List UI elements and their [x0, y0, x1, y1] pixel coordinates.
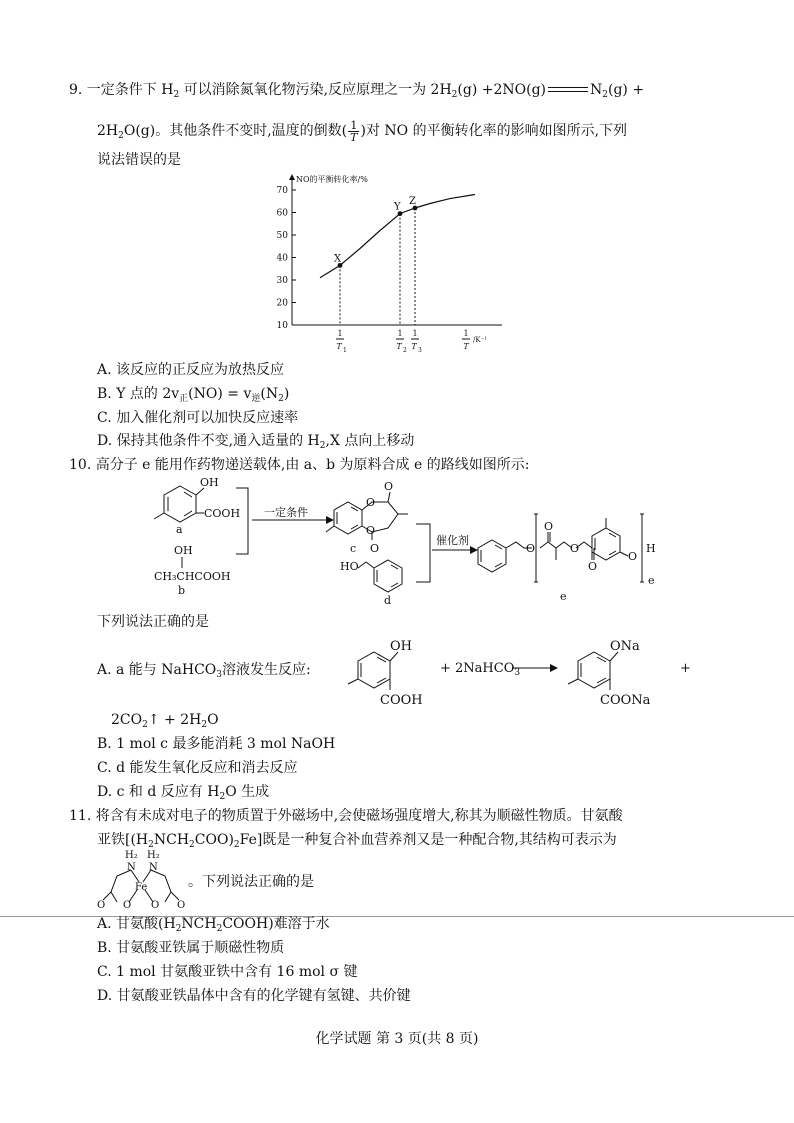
- benzene-ring-d: [374, 560, 402, 592]
- text: O(g)。其他条件不变时,温度的倒数(: [123, 123, 348, 139]
- text: 可以消除氮氧化物污染,反应原理之一为 2H: [179, 82, 452, 98]
- xtick-den-sub: 3: [418, 347, 422, 354]
- page-footer: 化学试题 第 3 页(共 8 页): [315, 1031, 479, 1047]
- q10-opt-a: [97, 660, 311, 685]
- sub: 2: [189, 840, 195, 850]
- q10-opt-d: [97, 782, 269, 807]
- text: O: [207, 712, 219, 728]
- sub: 2: [216, 924, 223, 934]
- e-o4: O: [588, 560, 598, 573]
- text: 亚铁[(H: [97, 832, 149, 848]
- q9-opt-c: C. 加入催化剂可以加快反应速率: [97, 410, 299, 426]
- point-label-Y: Y: [394, 201, 401, 213]
- sub: 2: [201, 720, 208, 730]
- text: N: [590, 82, 603, 98]
- q9-opt-b: [97, 384, 289, 409]
- q11-line3: 。下列说法正确的是: [188, 874, 314, 890]
- label-a: a: [176, 523, 183, 536]
- sub: 2: [173, 90, 180, 100]
- xtick-den: T: [336, 342, 342, 351]
- text: D. 保持其他条件不变,通入适量的 H: [97, 433, 320, 449]
- q9-line1: [69, 80, 644, 105]
- text: B. Y 点的 2v: [97, 386, 180, 402]
- y-tick-label: 70: [276, 186, 288, 196]
- h2-left: H₂: [125, 850, 138, 861]
- b-formula: CH₃CHCOOH: [154, 570, 231, 583]
- e-o2: O: [544, 520, 554, 533]
- fe-center: Fe: [135, 882, 148, 893]
- sub: 2: [175, 924, 182, 934]
- equilibrium-arrow-icon: [548, 86, 588, 94]
- q9-line3: 说法错误的是: [97, 152, 181, 168]
- y-tick-label: 30: [276, 276, 288, 286]
- y-tick-label: 10: [276, 321, 288, 331]
- d-ho-label: HO: [340, 560, 359, 573]
- text: A. a 能与 NaHCO: [97, 662, 217, 678]
- n-right: N: [149, 862, 158, 873]
- o-right: O: [151, 900, 160, 911]
- xtick-num: 1: [397, 329, 403, 338]
- q11-opt-c: C. 1 mol 甘氨酸亚铁中含有 16 mol σ 键: [97, 964, 358, 980]
- sub: 2: [219, 792, 226, 802]
- condition-2: 催化剂: [436, 534, 469, 547]
- sub: 2: [148, 840, 154, 850]
- xtick-den: T: [396, 342, 402, 351]
- q11-line1: 11. 将含有未成对电子的物质置于外磁场中,会使磁场强度增大,称其为顺磁性物质。甘氨酸: [69, 808, 623, 824]
- b-oh-label: OH: [174, 544, 193, 557]
- c-o-bottom: O: [370, 542, 380, 555]
- q10-opt-c: C. d 能发生氧化反应和消去反应: [97, 760, 298, 776]
- o-right-outer: O: [177, 900, 186, 911]
- x-axis-unit: /K⁻¹: [473, 336, 488, 344]
- text: O 生成: [225, 784, 270, 800]
- label-b: b: [178, 584, 186, 597]
- point-label-X: X: [334, 253, 342, 265]
- e-o3: O: [570, 542, 580, 555]
- xtick-den: T: [411, 342, 417, 351]
- sub: 2: [278, 394, 284, 404]
- reactant-oh: OH: [390, 639, 412, 654]
- xtick-num: 1: [337, 329, 343, 338]
- a-oh-label: OH: [200, 476, 219, 489]
- label-e-sub: e: [648, 574, 655, 587]
- q10-line1: 10. 高分子 e 能用作药物递送载体,由 a、b 为原料合成 e 的路线如图所示:: [69, 457, 530, 473]
- synthesis-route-diagram: [140, 474, 700, 610]
- y-tick-label: 50: [276, 231, 288, 241]
- label-e: e: [560, 590, 567, 603]
- den: T: [350, 130, 358, 144]
- text: X 点向上移动: [329, 433, 415, 449]
- text: NCH: [153, 832, 190, 848]
- text: Fe]既是一种复合补血营养剂又是一种配合物,其结构可表示为: [239, 832, 617, 848]
- q11-opt-a: [97, 914, 330, 939]
- label-d: d: [384, 594, 392, 607]
- benzene-ring-c: [334, 502, 362, 534]
- e-h-end: H: [646, 542, 656, 555]
- text: 2H: [97, 123, 119, 139]
- x-end-num: 1: [463, 329, 469, 338]
- text: A. 甘氨酸(H: [97, 916, 176, 932]
- text: COO): [194, 832, 234, 848]
- q11-opt-b: B. 甘氨酸亚铁属于顺磁性物质: [97, 940, 285, 956]
- text: )对 NO 的平衡转化率的影响如图所示,下列: [360, 123, 628, 139]
- sub: 3: [216, 670, 222, 680]
- y-axis-arrow: [289, 174, 295, 180]
- n-left: N: [127, 862, 136, 873]
- a-cooh-label: COOH: [204, 507, 241, 520]
- reactant-ring: [358, 652, 390, 688]
- h2-right: H₂: [147, 850, 160, 861]
- sub: 2: [233, 840, 240, 850]
- benzene-ring-e2: [592, 528, 620, 560]
- q10-opt-a-tail: [111, 710, 219, 735]
- sub: 2: [142, 720, 148, 730]
- product-ring: [578, 652, 610, 688]
- text: COOH)难溶于水: [222, 916, 330, 932]
- text: (g) +2NO(g): [457, 82, 546, 98]
- text: ): [283, 386, 290, 402]
- condition-1: 一定条件: [264, 506, 308, 519]
- text: 溶液发生反应:: [222, 662, 311, 678]
- benzene-ring-a: [164, 486, 196, 522]
- label-c: c: [350, 542, 357, 555]
- c-o-top: O: [384, 480, 394, 493]
- xtick-num: 1: [412, 329, 418, 338]
- e-o1: O: [526, 542, 536, 555]
- y-tick-label: 60: [276, 208, 288, 219]
- sub: 2: [319, 441, 326, 451]
- text: ↑ + 2H: [147, 712, 202, 728]
- num: 1: [348, 120, 359, 132]
- conversion-rate-chart: [262, 168, 522, 360]
- o-left: O: [123, 900, 132, 911]
- chart-root: [277, 174, 502, 354]
- c-o-ring1: O: [366, 496, 376, 509]
- e-o5: O: [628, 550, 638, 563]
- sub: 正: [179, 394, 189, 404]
- fraction-1-over-T: [348, 120, 359, 143]
- o-left-outer: O: [97, 900, 106, 911]
- q10-opt-b: B. 1 mol c 最多能消耗 3 mol NaOH: [97, 736, 336, 752]
- y-axis-label: NO的平衡转化率/%: [296, 175, 368, 184]
- benzene-ring-e1: [478, 540, 506, 572]
- ferrous-glycinate-structure: [97, 850, 187, 912]
- text: 9. 一定条件下 H: [69, 82, 174, 98]
- point-label-Z: Z: [409, 196, 416, 207]
- product-coona: COONa: [600, 693, 651, 708]
- q9-opt-d: [97, 431, 414, 456]
- q9-opt-a: A. 该反应的正反应为放热反应: [97, 362, 285, 378]
- q9-line2: [97, 116, 627, 151]
- text: ,: [325, 433, 330, 449]
- reactant-cooh: COOH: [380, 693, 423, 708]
- text: (g) +: [607, 82, 645, 98]
- plus-end: +: [680, 661, 691, 676]
- c-o-ring2: O: [366, 524, 376, 537]
- xtick-den-sub: 1: [343, 347, 347, 354]
- x-end-den: T: [463, 342, 469, 351]
- y-tick-label: 40: [276, 253, 288, 264]
- text: (NO) = v: [188, 386, 252, 402]
- y-tick-label: 20: [276, 298, 288, 309]
- text: D. c 和 d 反应有 H: [97, 784, 220, 800]
- q11-opt-d: D. 甘氨酸亚铁晶体中含有的化学键有氢键、共价键: [97, 988, 411, 1004]
- text: NCH: [181, 916, 217, 932]
- sub: 2: [118, 131, 124, 141]
- xtick-den-sub: 2: [403, 347, 407, 354]
- reagent-nahco3: + 2NaHCO$_3$: [440, 661, 521, 678]
- text: (N: [260, 386, 279, 402]
- reaction-a-diagram: [330, 628, 700, 708]
- q10-question: 下列说法正确的是: [97, 614, 209, 630]
- sub: 2: [451, 90, 458, 100]
- sub: 逆: [251, 394, 261, 404]
- text: 2CO: [111, 712, 143, 728]
- product-ona: ONa: [610, 639, 640, 654]
- sub: 2: [602, 90, 608, 100]
